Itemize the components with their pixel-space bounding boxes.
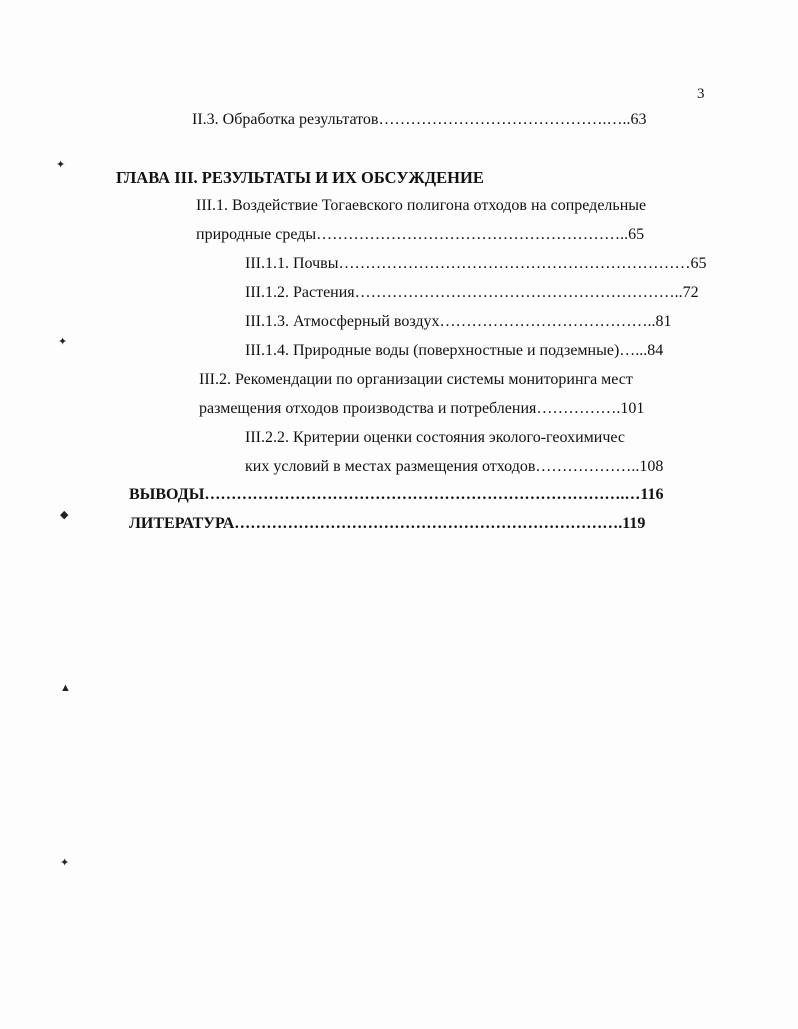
toc-entry-iii-1-line1: III.1. Воздействие Тогаевского полигона отходов на сопредельные bbox=[196, 197, 647, 214]
toc-entry-conclusions: ВЫВОДЫ…………………………………………………………………….…116 bbox=[129, 486, 664, 503]
scan-mark: ◆ bbox=[60, 509, 69, 521]
toc-entry-iii-1-3: III.1.3. Атмосферный воздух…………………………………..81 bbox=[245, 313, 672, 330]
toc-entry-ii-3: II.3. Обработка результатов…………………………………….…..63 bbox=[192, 111, 647, 128]
toc-entry-iii-2-2-line1: III.2.2. Критерии оценки состояния эколого-геохимичес bbox=[245, 429, 625, 446]
scan-mark: ▲ bbox=[60, 682, 71, 694]
scan-mark: ✦ bbox=[60, 857, 70, 869]
toc-entry-iii-1-4: III.1.4. Природные воды (поверхностные и подземные)…...84 bbox=[245, 342, 664, 359]
toc-entry-iii-1-line2: природные среды…………………………………………………..65 bbox=[196, 226, 645, 243]
toc-entry-iii-1-2: III.1.2. Растения……………………………………………………..72 bbox=[245, 284, 699, 301]
toc-entry-literature: ЛИТЕРАТУРА……………………………………………………………….119 bbox=[129, 515, 646, 532]
toc-entry-iii-2-line1: III.2. Рекомендации по организации системы мониторинга мест bbox=[199, 371, 633, 388]
scan-mark: ✦ bbox=[58, 336, 68, 348]
chapter-3-heading: ГЛАВА III. РЕЗУЛЬТАТЫ И ИХ ОБСУЖДЕНИЕ bbox=[116, 168, 484, 187]
toc-entry-iii-2-2-line2: ких условий в местах размещения отходов………………..108 bbox=[245, 458, 664, 475]
toc-entry-iii-1-1: III.1.1. Почвы…………………………………………………………65 bbox=[245, 255, 707, 272]
scan-mark: ✦ bbox=[56, 159, 66, 171]
toc-entry-iii-2-line2: размещения отходов производства и потребления…………….101 bbox=[199, 400, 645, 417]
page-number: 3 bbox=[697, 86, 705, 102]
